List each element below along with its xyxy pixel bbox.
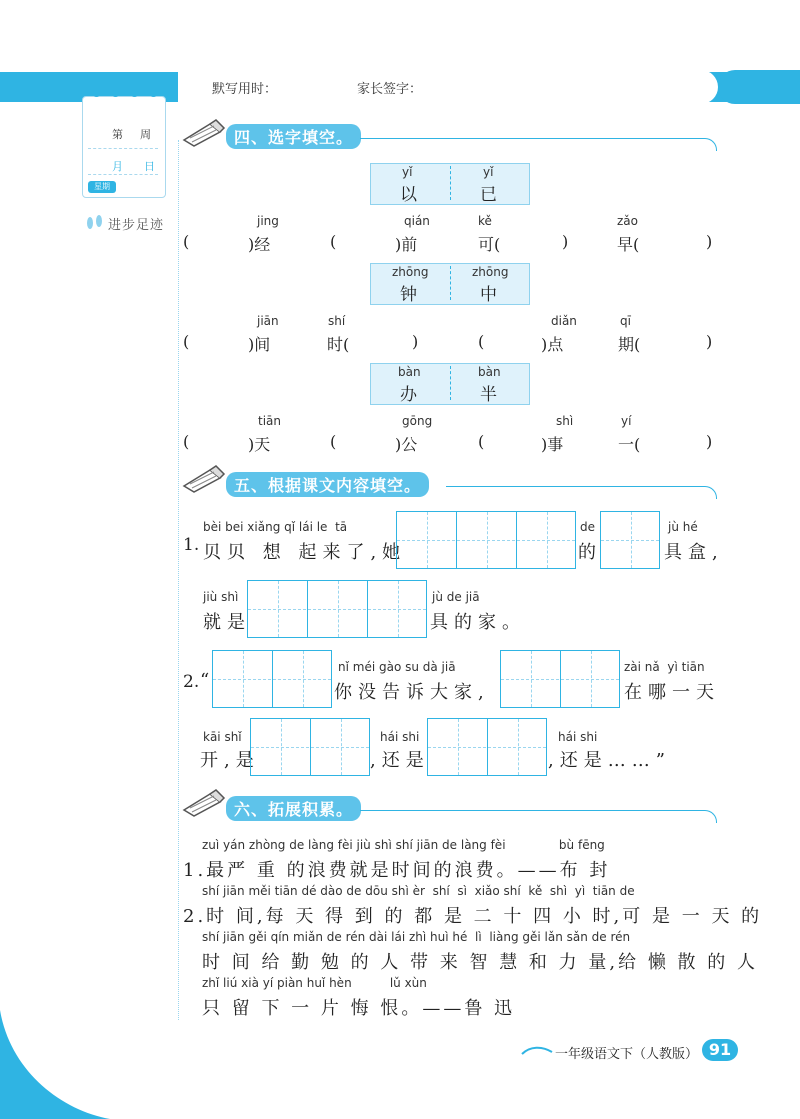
question-pinyin: jù de jiā bbox=[432, 590, 480, 604]
corner-decoration bbox=[0, 1010, 110, 1119]
divider bbox=[88, 174, 158, 175]
ring-icon bbox=[93, 90, 100, 97]
question-pinyin: zài nǎ yì tiān bbox=[624, 660, 705, 674]
blank-open: ( bbox=[330, 232, 337, 251]
quote-pinyin: zuì yán zhòng de làng fèi jiù shì shí jiān de làng fèi bù fēng bbox=[202, 838, 605, 852]
pair-separator bbox=[450, 166, 451, 200]
question-text: 贝贝 想 起来了,她 bbox=[203, 542, 407, 563]
pair-char: 钟 bbox=[400, 285, 417, 305]
question-number: 2. bbox=[183, 672, 200, 692]
quote-text: 1.最严 重 的浪费就是时间的浪费。——布 封 bbox=[183, 860, 611, 881]
word-pinyin: jing bbox=[257, 214, 279, 228]
question-text: 在哪一天 bbox=[624, 682, 720, 703]
question-pinyin: hái shi bbox=[380, 730, 420, 744]
writing-grid[interactable] bbox=[247, 580, 427, 638]
blank-word[interactable]: )公 bbox=[395, 435, 418, 454]
blank-word[interactable]: )间 bbox=[248, 335, 271, 354]
pair-char: 以 bbox=[400, 185, 417, 205]
pencil-icon bbox=[180, 118, 230, 148]
margin-line bbox=[178, 140, 179, 1020]
ring-icon bbox=[112, 90, 119, 97]
divider bbox=[88, 148, 158, 149]
question-pinyin: jiù shì bbox=[203, 590, 239, 604]
pencil-icon bbox=[180, 464, 230, 494]
question-pinyin: kāi shǐ bbox=[203, 730, 242, 744]
blank-open: ( bbox=[478, 332, 485, 351]
blank-open: ( bbox=[183, 332, 190, 351]
word-pinyin: tiān bbox=[258, 414, 281, 428]
writing-grid[interactable] bbox=[212, 650, 332, 708]
blank-open: ( bbox=[183, 432, 190, 451]
section4-title: 四、选字填空。 bbox=[226, 124, 361, 149]
question-pinyin: de bbox=[580, 520, 595, 534]
quote-text: 2.时 间,每 天 得 到 的 都 是 二 十 四 小 时,可 是 一 天 的 bbox=[183, 906, 763, 927]
quote-text: 只 留 下 一 片 悔 恨。——鲁 迅 bbox=[202, 998, 516, 1019]
pair-char: 中 bbox=[480, 285, 497, 305]
open-quote: “ bbox=[200, 670, 216, 691]
question-pinyin: hái shi bbox=[558, 730, 598, 744]
blank-open: ( bbox=[183, 232, 190, 251]
blank-open: ( bbox=[478, 432, 485, 451]
blank-word[interactable]: 期( bbox=[618, 335, 641, 354]
pair-char: 已 bbox=[480, 185, 497, 205]
weekday-tag: 星期 bbox=[88, 181, 116, 193]
pair-separator bbox=[450, 366, 451, 400]
word-pinyin: qián bbox=[404, 214, 430, 228]
pair-pinyin: zhōng bbox=[392, 265, 429, 279]
footer-book-title: 一年级语文下（人教版） bbox=[555, 1047, 699, 1062]
blank-word[interactable]: 时( bbox=[327, 335, 350, 354]
blank-word[interactable]: )前 bbox=[395, 235, 418, 254]
footprints-icon bbox=[84, 214, 106, 232]
quote-text: 时 间 给 勤 勉 的 人 带 来 智 慧 和 力 量,给 懒 散 的 人 bbox=[202, 952, 758, 973]
question-text: 开,是 bbox=[200, 750, 260, 771]
pair-pinyin: bàn bbox=[478, 365, 501, 379]
top-right-tab bbox=[718, 70, 800, 104]
section4-rule bbox=[360, 138, 704, 139]
day-label: 日 bbox=[144, 160, 155, 173]
writing-grid[interactable] bbox=[427, 718, 547, 776]
blank-word[interactable]: 可( bbox=[478, 235, 501, 254]
question-pinyin: jù hé bbox=[668, 520, 698, 534]
pair-char: 半 bbox=[480, 385, 497, 405]
footer-swoosh-icon bbox=[520, 1044, 554, 1058]
blank-word[interactable]: )点 bbox=[541, 335, 564, 354]
question-text: 你没告诉大家, bbox=[334, 682, 490, 703]
word-pinyin: gōng bbox=[402, 414, 433, 428]
word-pinyin: diǎn bbox=[551, 314, 577, 328]
question-number: 1. bbox=[183, 535, 200, 555]
month-label: 月 bbox=[112, 160, 123, 173]
page-number: 91 bbox=[702, 1039, 738, 1061]
question-pinyin: bèi bei xiǎng qǐ lái le tā bbox=[203, 520, 348, 534]
blank-close: ) bbox=[706, 332, 713, 351]
parent-signature-label: 家长签字： bbox=[357, 82, 423, 97]
question-text: 具的家。 bbox=[430, 612, 526, 633]
pair-pinyin: yǐ bbox=[402, 165, 413, 179]
word-pinyin: shí bbox=[328, 314, 346, 328]
section4-rule-corner bbox=[704, 138, 717, 151]
word-pinyin: qī bbox=[620, 314, 631, 328]
ring-icon bbox=[150, 90, 157, 97]
question-text: ,还是……” bbox=[548, 750, 671, 771]
word-pinyin: kě bbox=[478, 214, 492, 228]
blank-close: ) bbox=[706, 232, 713, 251]
quote-pinyin: zhǐ liú xià yí piàn huǐ hèn lǔ xùn bbox=[202, 976, 427, 990]
writing-grid[interactable] bbox=[500, 650, 620, 708]
writing-grid[interactable] bbox=[250, 718, 370, 776]
blank-word[interactable]: 一( bbox=[618, 435, 641, 454]
blank-open: ( bbox=[330, 432, 337, 451]
section5-title: 五、根据课文内容填空。 bbox=[226, 472, 429, 497]
question-text: 具盒, bbox=[664, 542, 724, 563]
word-pinyin: yí bbox=[621, 414, 632, 428]
progress-label: 进步足迹 bbox=[108, 218, 165, 233]
writing-grid[interactable] bbox=[600, 511, 660, 569]
question-text: 就是 bbox=[203, 612, 251, 633]
section6-rule-corner bbox=[704, 810, 717, 823]
pair-separator bbox=[450, 266, 451, 300]
writing-grid[interactable] bbox=[396, 511, 576, 569]
ring-icon bbox=[131, 90, 138, 97]
question-text: ,还是 bbox=[370, 750, 430, 771]
word-pinyin: jiān bbox=[257, 314, 279, 328]
word-pinyin: zǎo bbox=[617, 214, 638, 228]
dictation-time-label: 默写用时： bbox=[212, 82, 278, 97]
pair-pinyin: bàn bbox=[398, 365, 421, 379]
blank-close: ) bbox=[412, 332, 419, 351]
section6-title: 六、拓展积累。 bbox=[226, 796, 361, 821]
blank-word[interactable]: )经 bbox=[248, 235, 271, 254]
word-pinyin: shì bbox=[556, 414, 574, 428]
week-prefix: 第 bbox=[112, 128, 123, 141]
blank-word[interactable]: 早( bbox=[617, 235, 640, 254]
question-pinyin: nǐ méi gào su dà jiā bbox=[338, 660, 456, 674]
blank-close: ) bbox=[706, 432, 713, 451]
pair-pinyin: yǐ bbox=[483, 165, 494, 179]
pair-char: 办 bbox=[400, 385, 417, 405]
section5-rule-corner bbox=[704, 486, 717, 499]
question-text: 的 bbox=[578, 542, 602, 563]
quote-pinyin: shí jiān gěi qín miǎn de rén dài lái zhì huì hé lì liàng gěi lǎn sǎn de rén bbox=[202, 930, 631, 944]
week-suffix: 周 bbox=[140, 128, 151, 141]
blank-word[interactable]: )事 bbox=[541, 435, 564, 454]
blank-close: ) bbox=[562, 232, 569, 251]
blank-word[interactable]: )天 bbox=[248, 435, 271, 454]
pair-pinyin: zhōng bbox=[472, 265, 509, 279]
section5-rule bbox=[446, 486, 704, 487]
section6-rule bbox=[360, 810, 704, 811]
pencil-icon bbox=[180, 788, 230, 818]
quote-pinyin: shí jiān měi tiān dé dào de dōu shì èr shí sì xiǎo shí kě shì yì tiān de bbox=[202, 884, 635, 898]
